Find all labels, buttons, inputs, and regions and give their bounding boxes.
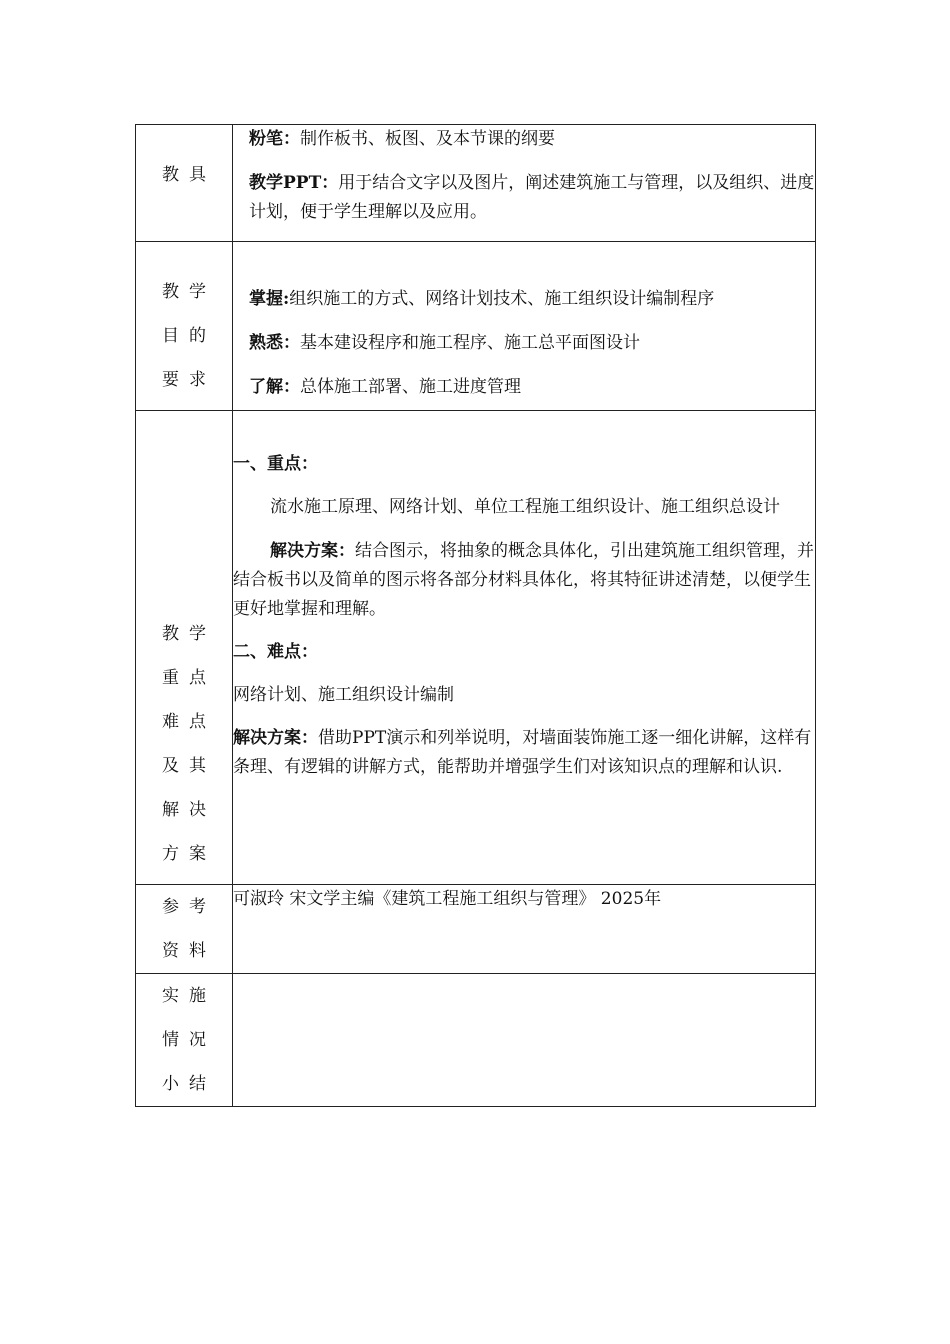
difficult-text: 网络计划、施工组织设计编制	[233, 685, 454, 705]
row-tools	[136, 125, 816, 242]
key-solution: 解决方案：结合图示，将抽象的概念具体化，引出建筑施工组织管理，并结合板书以及简单的图示将各部分材料具体化，将其特征讲述清楚，以便学生更好地掌握和理解。	[233, 541, 814, 619]
key-text: 流水施工原理、网络计划、单位工程施工组织设计、施工组织总设计	[270, 497, 780, 517]
difficult-heading: 二、难点：	[233, 642, 318, 662]
content-references	[233, 885, 816, 974]
lesson-plan-table	[135, 124, 816, 1107]
label-objectives: 教学 目的 要求	[136, 242, 233, 411]
objective-master: 掌握:组织施工的方式、网络计划技术、施工组织设计编制程序	[249, 289, 715, 309]
tools-item-chalk: 粉笔：制作板书、板图、及本节课的纲要	[249, 129, 555, 149]
label-keypoints: 教学 重点 难点 及其 解决 方案	[136, 411, 233, 885]
label-tools: 教具	[136, 125, 233, 242]
tools-item-ppt: 教学PPT：用于结合文字以及图片，阐述建筑施工与管理，以及组织、进度计划，便于学生理解以及应用。	[249, 173, 815, 222]
reference-text: 可淑玲 宋文学主编《建筑工程施工组织与管理》 2025年	[233, 889, 662, 909]
content-keypoints	[233, 411, 816, 885]
difficult-solution: 解决方案：借助PPT演示和列举说明，对墙面装饰施工逐一细化讲解，这样有条理、有逻辑的讲解方式，能帮助并增强学生们对该知识点的理解和认识.	[233, 728, 812, 777]
content-objectives	[233, 242, 816, 411]
row-summary	[136, 974, 816, 1107]
content-summary	[233, 974, 816, 1107]
label-references: 参考 资料	[136, 885, 233, 974]
label-summary: 实施 情况 小结	[136, 974, 233, 1107]
objective-understand: 了解：总体施工部署、施工进度管理	[249, 377, 521, 397]
key-heading: 一、重点：	[233, 454, 318, 474]
row-references	[136, 885, 816, 974]
content-tools	[233, 125, 816, 242]
objective-familiar: 熟悉：基本建设程序和施工程序、施工总平面图设计	[249, 333, 640, 353]
row-objectives	[136, 242, 816, 411]
row-keypoints	[136, 411, 816, 885]
